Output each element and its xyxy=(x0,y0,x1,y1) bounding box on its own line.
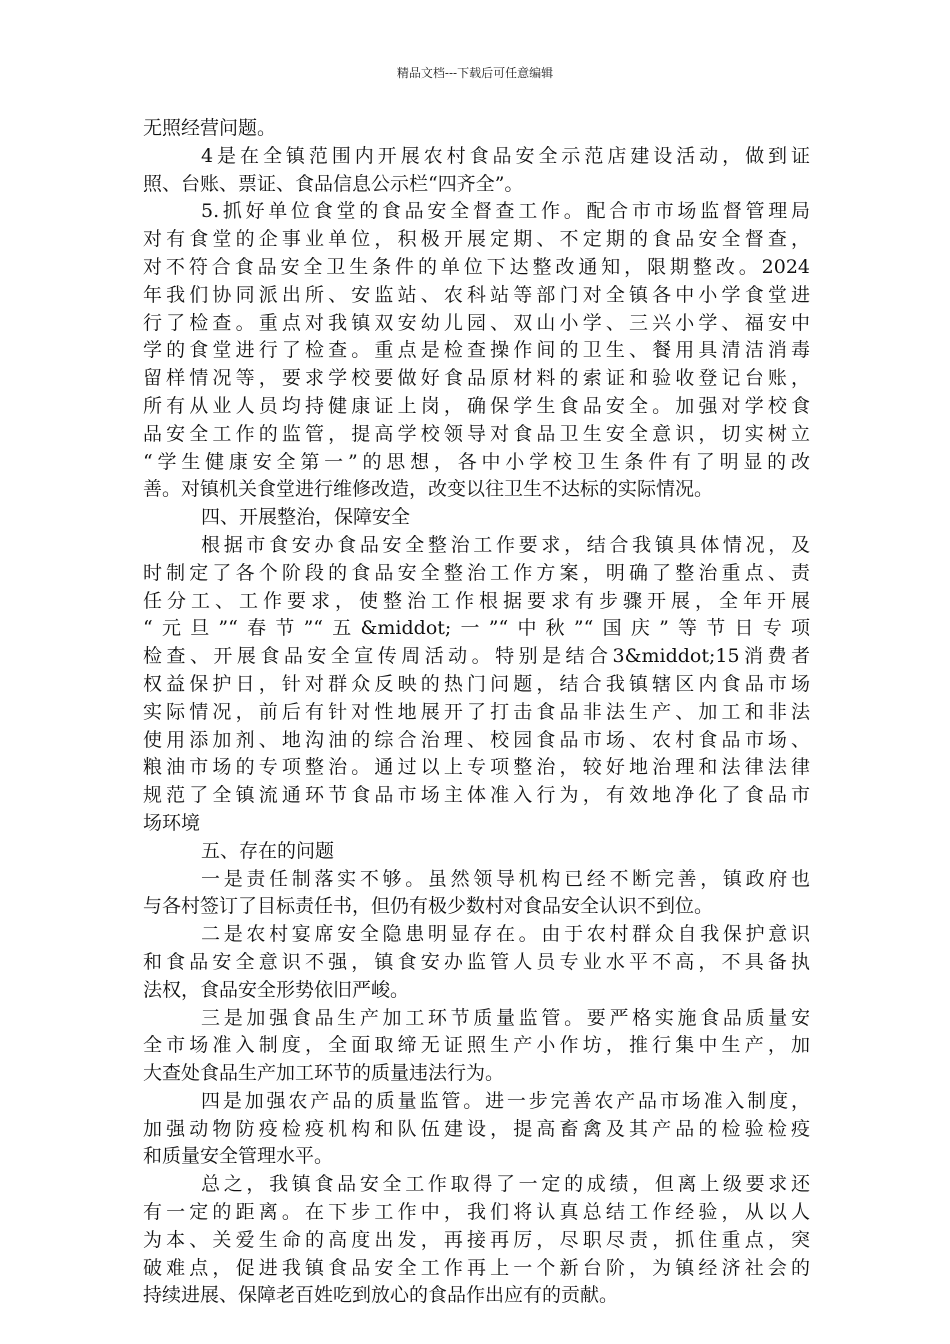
paragraph-1 xyxy=(143,115,810,143)
text-line: 总之，我镇食品安全工作取得了一定的成绩，但离上级要求还 xyxy=(201,1173,810,1196)
text-line: 加强动物防疫检疫机构和队伍建设，提高畜禽及其产品的检验检疫 xyxy=(143,1117,810,1140)
text-line: 三是加强食品生产加工环节质量监管。要严格实施食品质量安 xyxy=(201,1006,810,1029)
text-line: 无照经营问题。 xyxy=(143,117,277,139)
paragraph-3 xyxy=(143,198,810,504)
paragraph-10 xyxy=(143,1088,810,1171)
text-line: 和食品安全意识不强，镇食安办监管人员专业水平不高，不具备执 xyxy=(143,950,810,973)
text-line: 大查处食品生产加工环节的质量违法行为。 xyxy=(143,1062,505,1085)
section-heading-5 xyxy=(143,838,810,866)
text-line: 与各村签订了目标责任书，但仍有极少数村对食品安全认识不到位。 xyxy=(143,895,714,918)
text-line: 年我们协同派出所、安监站、农科站等部门对全镇各中小学食堂进 xyxy=(143,283,810,306)
text-line: 法权，食品安全形势依旧严峻。 xyxy=(143,978,410,1001)
paragraph-8 xyxy=(143,921,810,1004)
text-line: 破难点，促进我镇食品安全工作再上一个新台阶，为镇经济社会的 xyxy=(143,1256,810,1279)
text-line: 实际情况，前后有针对性地展开了打击食品非法生产、加工和非法 xyxy=(143,700,810,723)
text-line: 学的食堂进行了检查。重点是检查操作间的卫生、餐用具清洁消毒 xyxy=(143,339,810,362)
text-line: 粮油市场的专项整治。通过以上专项整治，较好地治理和法律法律 xyxy=(143,756,810,779)
text-line: 检查、开展食品安全宣传周活动。特别是结合3&middot;15消费者 xyxy=(143,645,810,668)
text-line: 对有食堂的企事业单位，积极开展定期、不定期的食品安全督查， xyxy=(143,228,810,251)
text-line: 5.抓好单位食堂的食品安全督查工作。配合市市场监督管理局 xyxy=(201,200,810,223)
text-line: 场环境 xyxy=(143,811,201,834)
text-line: 对不符合食品安全卫生条件的单位下达整改通知，限期整改。2024 xyxy=(143,255,810,278)
page-header: 精品文档---下载后可任意编辑 xyxy=(396,66,554,80)
text-line: 持续进展、保障老百姓吃到放心的食品作出应有的贡献。 xyxy=(143,1284,619,1307)
document-body xyxy=(143,115,810,1310)
text-line: 四是加强农产品的质量监管。进一步完善农产品市场准入制度， xyxy=(201,1089,810,1112)
text-line: 权益保护日，针对群众反映的热门问题，结合我镇辖区内食品市场 xyxy=(143,672,810,695)
text-line: 全市场准入制度，全面取缔无证照生产小作坊，推行集中生产，加 xyxy=(143,1034,810,1057)
paragraph-2 xyxy=(143,143,810,199)
text-line: 规范了全镇流通环节食品市场主体准入行为，有效地净化了食品市 xyxy=(143,784,810,807)
text-line: 为本、关爱生命的高度出发，再接再厉，尽职尽责，抓住重点，突 xyxy=(143,1228,810,1251)
text-line: 和质量安全管理水平。 xyxy=(143,1145,334,1168)
text-line: 留样情况等，要求学校要做好食品原材料的索证和验收登记台账， xyxy=(143,367,810,390)
paragraph-7 xyxy=(143,866,810,922)
paragraph-9 xyxy=(143,1005,810,1088)
text-line: “元旦”“春节”“五&middot;一”“中秋”“国庆”等节日专项 xyxy=(143,617,810,640)
text-line: “学生健康安全第一”的思想，各中小学校卫生条件有了明显的改 xyxy=(143,450,810,473)
text-line: 有一定的距离。在下步工作中，我们将认真总结工作经验，从以人 xyxy=(143,1201,810,1224)
text-line: 时制定了各个阶段的食品安全整治工作方案，明确了整治重点、责 xyxy=(143,561,810,584)
text-line: 行了检查。重点对我镇双安幼儿园、双山小学、三兴小学、福安中 xyxy=(143,311,810,334)
text-line: 使用添加剂、地沟油的综合治理、校园食品市场、农村食品市场、 xyxy=(143,728,810,751)
text-line: 品安全工作的监管，提高学校领导对食品卫生安全意识，切实树立 xyxy=(143,422,810,445)
text-line: 所有从业人员均持健康证上岗，确保学生食品安全。加强对学校食 xyxy=(143,394,810,417)
text-line: 二是农村宴席安全隐患明显存在。由于农村群众自我保护意识 xyxy=(201,923,810,946)
text-line: 根据市食安办食品安全整治工作要求，结合我镇具体情况，及 xyxy=(201,533,810,556)
text-line: 任分工、工作要求，使整治工作根据要求有步骤开展，全年开展 xyxy=(143,589,810,612)
paragraph-5 xyxy=(143,532,810,838)
section-heading: 四、开展整治，保障安全 xyxy=(201,506,411,529)
text-line: 照、台账、票证、食品信息公示栏“四齐全”。 xyxy=(143,172,524,195)
text-line: 善。对镇机关食堂进行维修改造，改变以往卫生不达标的实际情况。 xyxy=(143,478,714,501)
text-line: 4是在全镇范围内开展农村食品安全示范店建设活动，做到证 xyxy=(201,144,810,167)
section-heading: 五、存在的问题 xyxy=(201,839,335,862)
paragraph-11 xyxy=(143,1171,810,1310)
section-heading-4 xyxy=(143,504,810,532)
text-line: 一是责任制落实不够。虽然领导机构已经不断完善，镇政府也 xyxy=(201,867,810,890)
